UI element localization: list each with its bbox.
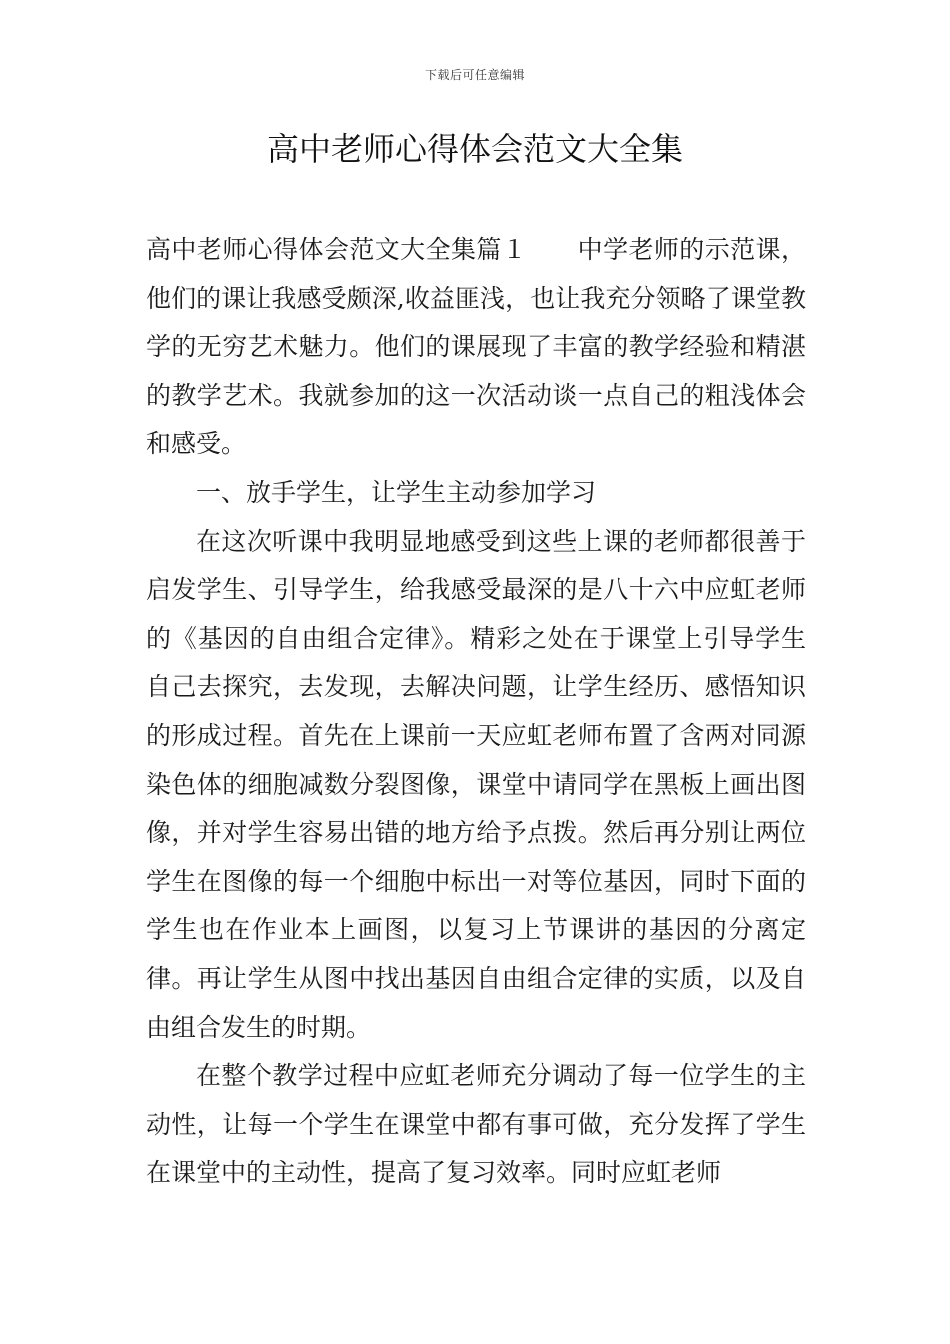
article-label: 高中老师心得体会范文大全集篇１ [146, 235, 528, 264]
header-note: 下载后可任意编辑 [424, 68, 525, 82]
section-heading: 一、放手学生，让学生主动参加学习 [196, 477, 597, 507]
body-paragraph-2: 在整个教学过程中应虹老师充分调动了每一位学生的主动性，让每一个学生在课堂中都有事可做，充分发挥了学生在课堂中的主动性，提高了复习效率。同时应虹老师 [146, 1061, 806, 1188]
document-title: 高中老师心得体会范文大全集 [266, 130, 683, 168]
intro-paragraph [146, 226, 806, 469]
intro-text: 中学老师的示范课，他们的课让我感受颇深,收益匪浅，也让我充分领略了课堂教学的无穷艺术魅力。他们的课展现了丰富的教学经验和精湛的教学艺术。我就参加的这一次活动谈一点自己的粗浅体会和感受。 [146, 235, 806, 459]
document-body [146, 226, 806, 1198]
body-paragraph-1: 在这次听课中我明显地感受到这些上课的老师都很善于启发学生、引导学生，给我感受最深的是八十六中应虹老师的《基因的自由组合定律》。精彩之处在于课堂上引导学生自己去探究，去发现，去解决问题，让学生经历、感悟知识的形成过程。首先在上课前一天应虹老师布置了含两对同源染色体的细胞减数分裂图像，课堂中请同学在黑板上画出图像，并对学生容易出错的地方给予点拨。然后再分别让两位学生在图像的每一个细胞中标出一对等位基因，同时下面的学生也在作业本上画图，以复习上节课讲的基因的分离定律。再让学生从图中找出基因自由组合定律的实质，以及自由组合发生的时期。 [146, 526, 806, 1042]
